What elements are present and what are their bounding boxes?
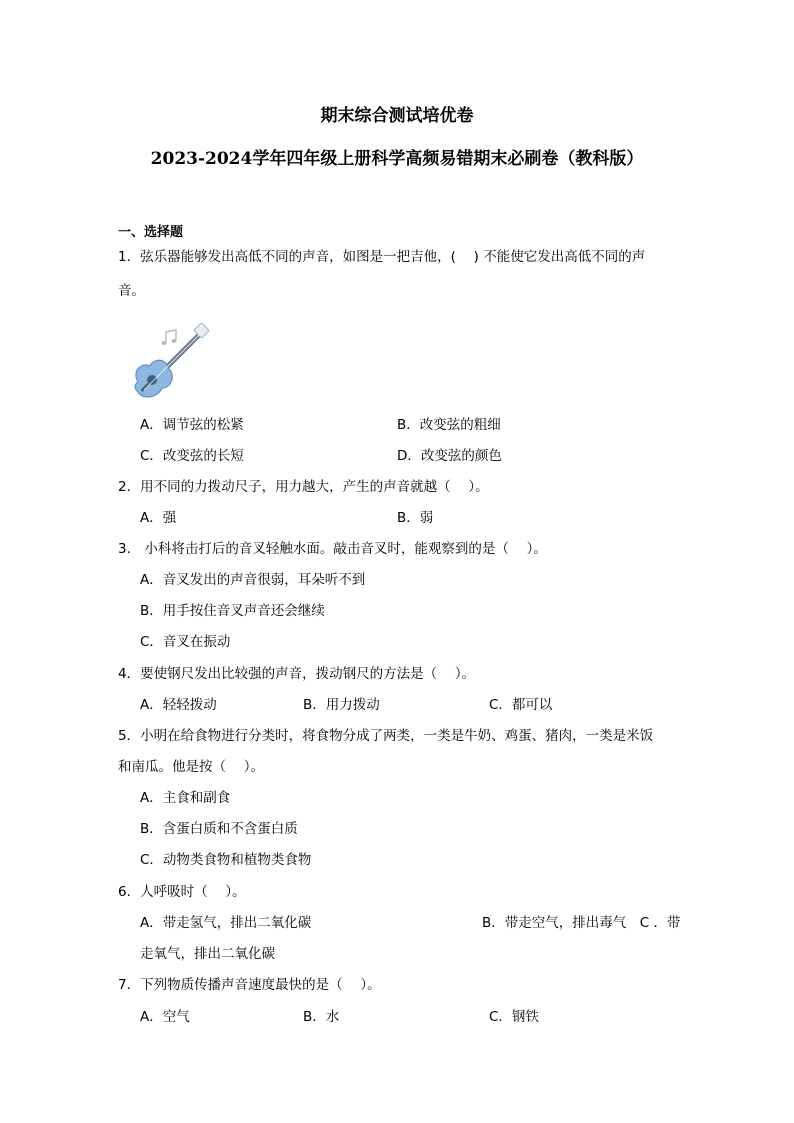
question-6-option-b: B．带走空气，排出毒气 C ．带 bbox=[482, 915, 681, 931]
page-subtitle: 2023-2024学年四年级上册科学高频易错期末必刷卷（教科版） bbox=[150, 149, 644, 169]
question-6-text: 6．人呼吸时（ ）。 bbox=[118, 884, 246, 900]
section-heading: 一、选择题 bbox=[118, 225, 184, 240]
question-6-option-c-cont: 走氧气，排出二氧化碳 bbox=[140, 946, 275, 962]
question-1-option-a: A．调节弦的松紧 bbox=[140, 417, 244, 433]
question-2-text: 2．用不同的力拨动尺子，用力越大，产生的声音就越（ ）。 bbox=[118, 479, 489, 495]
question-1-option-c: C．改变弦的长短 bbox=[140, 448, 244, 464]
question-2-option-b: B．弱 bbox=[397, 510, 434, 526]
question-3-option-c: C．音叉在振动 bbox=[140, 634, 231, 650]
question-1-option-b: B．改变弦的粗细 bbox=[397, 417, 501, 433]
question-5-text: 5．小明在给食物进行分类时，将食物分成了两类，一类是牛奶、鸡蛋、猪肉，一类是米饭 bbox=[118, 728, 654, 744]
question-7-text: 7．下列物质传播声音速度最快的是（ ）。 bbox=[118, 977, 381, 993]
question-7-option-c: C．钢铁 bbox=[489, 1009, 539, 1025]
question-7-option-b: B．水 bbox=[303, 1009, 340, 1025]
question-7-option-a: A．空气 bbox=[140, 1009, 190, 1025]
guitar-image bbox=[128, 322, 214, 404]
question-4-option-c: C．都可以 bbox=[489, 697, 553, 713]
question-4-option-a: A．轻轻拨动 bbox=[140, 697, 217, 713]
question-2-option-a: A．强 bbox=[140, 510, 177, 526]
question-3-text: 3． 小科将击打后的音叉轻触水面。敲击音叉时，能观察到的是（ ）。 bbox=[118, 541, 547, 557]
question-5-text-cont: 和南瓜。他是按（ ）。 bbox=[118, 759, 265, 775]
question-1-text-cont: 音。 bbox=[118, 283, 145, 299]
question-1-option-d: D．改变弦的颜色 bbox=[397, 448, 502, 464]
question-5-option-a: A．主食和副食 bbox=[140, 790, 231, 806]
question-5-option-c: C．动物类食物和植物类食物 bbox=[140, 852, 312, 868]
question-4-option-b: B．用力拨动 bbox=[303, 697, 380, 713]
question-1-text: 1．弦乐器能够发出高低不同的声音，如图是一把吉他，( ) 不能使它发出高低不同的声 bbox=[118, 249, 646, 265]
page-title: 期末综合测试培优卷 bbox=[320, 106, 474, 126]
question-4-text: 4．要使钢尺发出比较强的声音，拨动钢尺的方法是（ ）。 bbox=[118, 666, 476, 682]
question-3-option-a: A．音叉发出的声音很弱，耳朵听不到 bbox=[140, 572, 366, 588]
question-6-option-a: A．带走氢气，排出二氧化碳 bbox=[140, 915, 312, 931]
question-3-option-b: B．用手按住音叉声音还会继续 bbox=[140, 603, 325, 619]
question-5-option-b: B．含蛋白质和不含蛋白质 bbox=[140, 821, 298, 837]
